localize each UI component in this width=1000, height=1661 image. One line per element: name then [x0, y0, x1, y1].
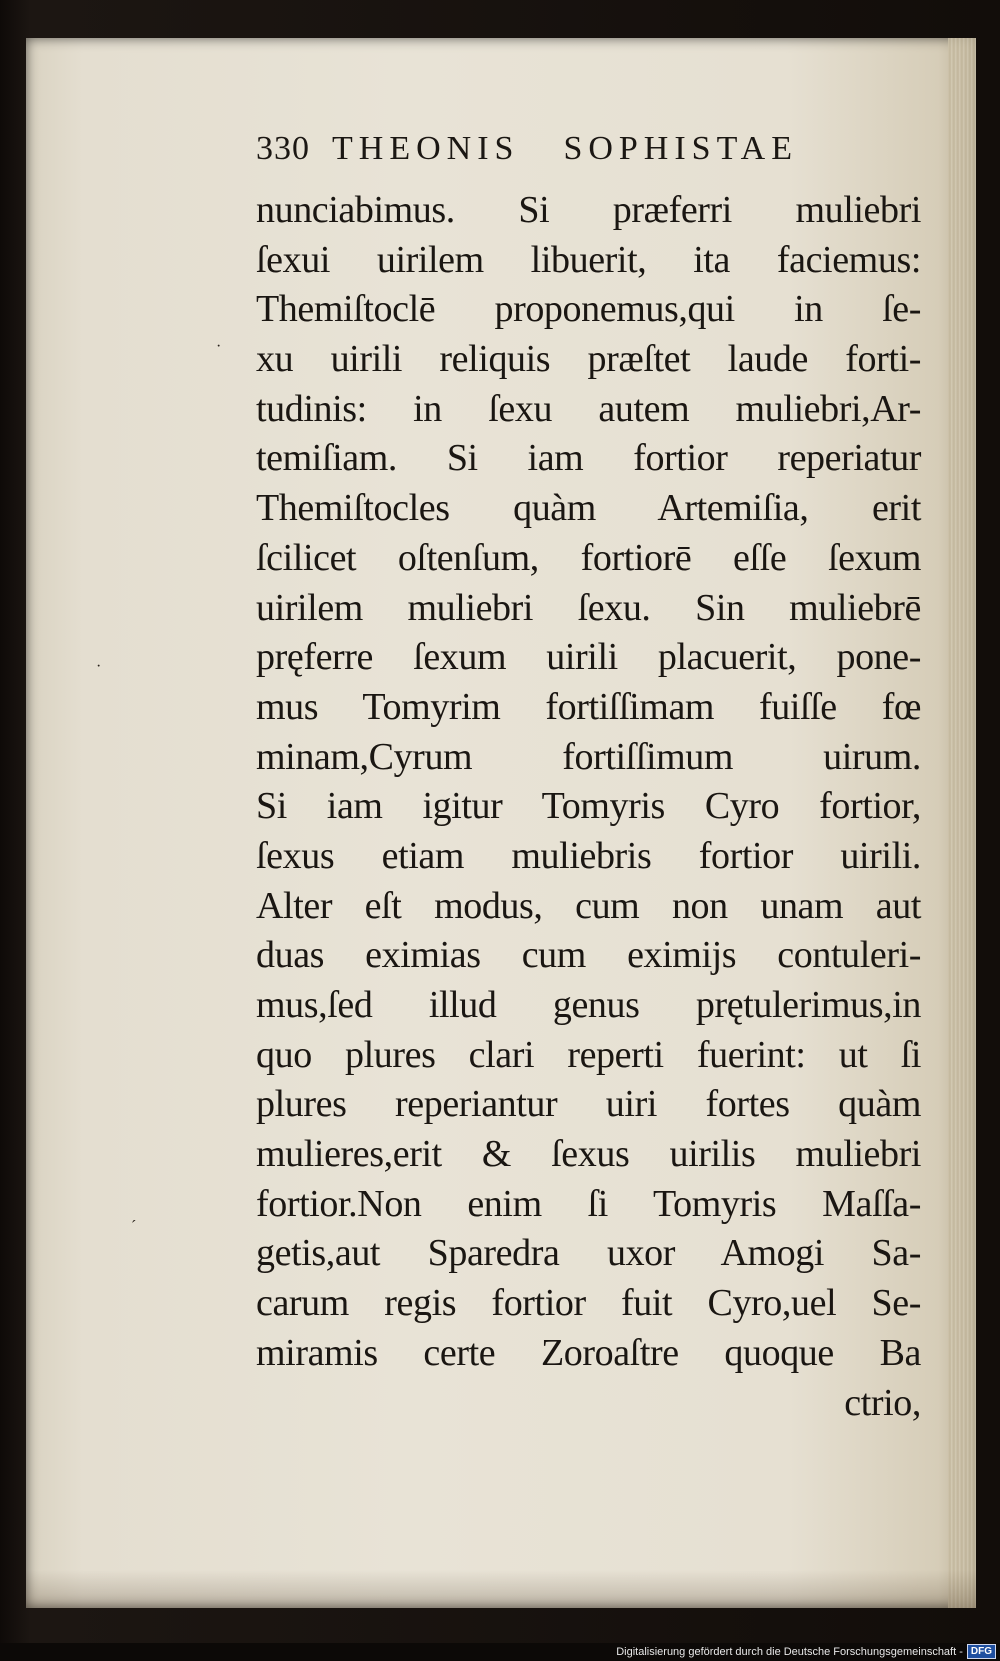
digitization-credit	[616, 1644, 996, 1659]
text-line: temiſiam. Si iam fortior reperiatur	[256, 437, 921, 480]
text-line: ſcilicet oſtenſum, fortiorē eſſe ſexum	[256, 536, 921, 579]
text-line: Themiſtoclē proponemus,qui in ſe-	[256, 288, 921, 331]
text-line: ſexus etiam muliebris fortior uirili.	[256, 834, 921, 877]
page-number: 330	[256, 130, 310, 167]
text-line: tudinis: in ſexu autem muliebri,Ar-	[256, 387, 921, 430]
text-line: carum regis fortior fuit Cyro,uel Se-	[256, 1282, 921, 1325]
text-line: minam,Cyrum fortiſſimum uirum.	[256, 735, 921, 778]
page-edge	[948, 38, 976, 1608]
text-line: Themiſtocles quàm Artemiſia, erit	[256, 487, 921, 530]
margin-speck: ·	[96, 658, 102, 675]
running-title-word-1: THEONIS	[332, 130, 520, 167]
page-shadow	[26, 1570, 976, 1608]
text-line: Alter eſt modus, cum non unam aut	[256, 884, 921, 927]
text-line: duas eximias cum eximijs contuleri-	[256, 934, 921, 977]
text-line: Si iam igitur Tomyris Cyro fortior,	[256, 785, 921, 828]
running-head	[256, 130, 921, 186]
text-line: getis,aut Sparedra uxor Amogi Sa-	[256, 1232, 921, 1275]
dfg-logo: DFG	[967, 1644, 996, 1659]
text-line: mulieres,erit & ſexus uirilis muliebri	[256, 1133, 921, 1176]
text-line: nunciabimus. Si præferri muliebri	[256, 189, 921, 231]
running-title-word-2: SOPHISTAE	[563, 130, 798, 167]
text-line: ſexui uirilem libuerit, ita faciemus:	[256, 238, 921, 281]
text-line: mus,ſed illud genus prętulerimus,in	[256, 984, 921, 1026]
margin-speck: ·	[216, 338, 222, 355]
text-line: fortior.Non enim ſi Tomyris Maſſa-	[256, 1182, 921, 1225]
body-text	[256, 186, 921, 1428]
footer-bar	[0, 1643, 1000, 1661]
text-block	[256, 130, 921, 1428]
text-line: quo plures clari reperti fuerint: ut ſi	[256, 1033, 921, 1076]
text-line: plures reperiantur uiri fortes quàm	[256, 1083, 921, 1126]
text-line: miramis certe Zoroaſtre quoque Ba	[256, 1331, 921, 1374]
credit-text: Digitalisierung gefördert durch die Deutsche Forschungsgemeinschaft -	[616, 1645, 963, 1658]
catchword: ctrio,	[844, 1381, 921, 1424]
text-line: xu uirili reliquis præſtet laude forti-	[256, 338, 921, 381]
text-line: uirilem muliebri ſexu. Sin muliebrē	[256, 586, 921, 629]
text-line: pręferre ſexum uirili placuerit, pone-	[256, 636, 921, 679]
margin-speck: ´	[131, 1218, 137, 1235]
text-line: mus Tomyrim fortiſſimam fuiſſe fœ	[256, 685, 921, 728]
book-page	[26, 38, 976, 1608]
